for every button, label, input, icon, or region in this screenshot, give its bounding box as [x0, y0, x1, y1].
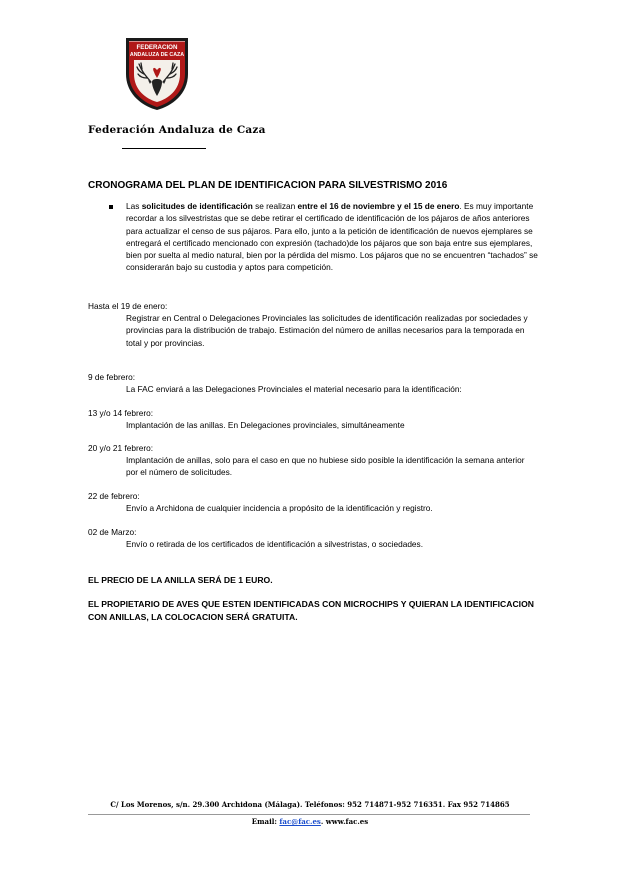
footer-address: C/ Los Morenos, s/n. 29.300 Archidona (Málaga). Teléfonos: 952 714871-952 716351. Fax 952 714865	[110, 800, 510, 809]
organization-name: Federación Andaluza de Caza	[88, 124, 266, 136]
schedule-date: 13 y/o 14 febrero:	[88, 408, 154, 418]
schedule-text: Implantación de anillas, solo para el caso en que no hubiese sido posible la identificación la semana anterior por el número de solicitudes.	[126, 455, 525, 478]
schedule-date: 22 de febrero:	[88, 491, 140, 501]
schedule-text: La FAC enviará a las Delegaciones Provinciales el material necesario para la identificación:	[126, 384, 462, 394]
bullet-marker	[109, 205, 113, 209]
schedule-text: Envío a Archidona de cualquier incidencia a propósito de la identificación y registro.	[126, 503, 433, 513]
schedule-text: Registrar en Central o Delegaciones Provinciales las solicitudes de identificación realizadas por sociedades y provincias para la distribución de trabajo. Estimación del número de anillas necesarios para la temporada en total y por provincias.	[126, 313, 528, 348]
schedule-text: Implantación de las anillas. En Delegaciones provinciales, simultáneamente	[126, 420, 405, 430]
identification-requests-paragraph: Las solicitudes de identificación se realizan entre el 16 de noviembre y el 15 de enero. Es muy importante recordar a los silvestristas que se debe retirar el certificado de identificación de los pájaros de años anteriores para actualizar el censo de sus pájaros. Para ello, junto a la petición de identificación de nuevos ejemplares se entregará el certificado mencionado con expresión (tachado)de los pájaros que son baja entre sus ejemplares, bien por suelta al medio natural, bien por la pérdida del mismo. Los pájaros que no se encuentren “tachados” se considerarán bajo su custodia y aptos para competición.	[126, 201, 538, 273]
microchip-notice: EL PROPIETARIO DE AVES QUE ESTEN IDENTIFICADAS CON MICROCHIPS Y QUIERAN LA IDENTIFICACION CON ANILLAS, LA COLOCACION SERÁ GRATUITA.	[88, 599, 534, 622]
federation-logo	[124, 36, 190, 112]
footer-divider	[88, 814, 530, 815]
deer-shield-icon	[124, 36, 190, 112]
schedule-date: 9 de febrero:	[88, 372, 136, 382]
svg-text:FEDERACION: FEDERACION	[136, 44, 178, 51]
svg-text:ANDALUZA DE CAZA: ANDALUZA DE CAZA	[129, 52, 185, 58]
header-divider	[122, 148, 206, 149]
schedule-text: Envío o retirada de los certificados de identificación a silvestristas, o sociedades.	[126, 539, 423, 549]
schedule-date: 02 de Marzo:	[88, 527, 137, 537]
schedule-date: Hasta el 19 de enero:	[88, 301, 168, 311]
price-notice: EL PRECIO DE LA ANILLA SERÁ DE 1 EURO.	[88, 575, 273, 585]
footer-contact: Email: fac@fac.es. www.fac.es	[251, 817, 369, 826]
document-title: CRONOGRAMA DEL PLAN DE IDENTIFICACION PARA SILVESTRISMO 2016	[88, 180, 448, 191]
schedule-date: 20 y/o 21 febrero:	[88, 443, 154, 453]
email-link[interactable]: fac@fac.es	[279, 817, 321, 826]
website-text: . www.fac.es	[320, 817, 369, 826]
